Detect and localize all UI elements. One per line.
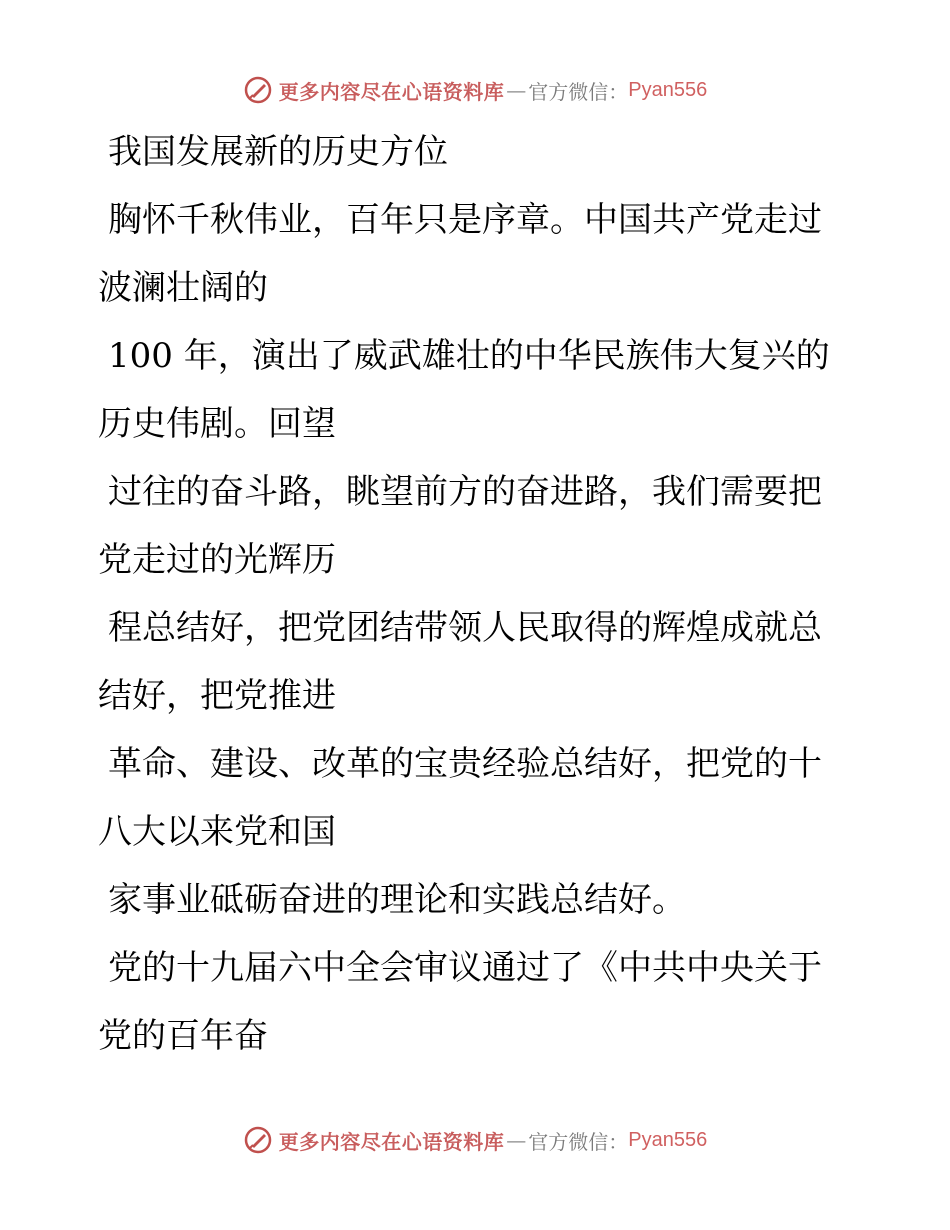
paragraph-line: 结好，把党推进 bbox=[98, 676, 336, 716]
paragraph-line: 党的十九届六中全会审议通过了《中共中央关于 bbox=[108, 948, 822, 988]
paragraph-line: 波澜壮阔的 bbox=[98, 268, 268, 308]
watermark-official-label: 官方微信： bbox=[528, 79, 629, 104]
paragraph-line: 历史伟剧。回望 bbox=[98, 404, 336, 444]
watermark-dash: — bbox=[506, 78, 527, 102]
paragraph-line: 党的百年奋 bbox=[98, 1016, 268, 1056]
paragraph-line: 程总结好，把党团结带领人民取得的辉煌成就总 bbox=[108, 608, 822, 648]
paragraph-line: 八大以来党和国 bbox=[98, 812, 336, 852]
paragraph-5 bbox=[98, 730, 838, 866]
paragraph-1 bbox=[98, 186, 838, 322]
paragraph-line: 过往的奋斗路，眺望前方的奋进路，我们需要把 bbox=[108, 472, 822, 512]
watermark-wechat-id: Pyan556 bbox=[628, 78, 708, 101]
watermark-text: 更多内容尽在心语资料库 bbox=[278, 1129, 505, 1154]
header-watermark bbox=[0, 70, 950, 110]
quill-logo-icon bbox=[243, 1125, 273, 1155]
paragraph-line: 家事业砥砺奋进的理论和实践总结好。 bbox=[108, 880, 686, 920]
document-title: 我国发展新的历史方位 bbox=[108, 132, 448, 172]
paragraph-3 bbox=[98, 458, 838, 594]
watermark-wechat-id: Pyan556 bbox=[628, 1128, 708, 1151]
paragraph-4 bbox=[98, 594, 838, 730]
footer-watermark bbox=[0, 1120, 950, 1160]
document-body bbox=[98, 118, 838, 1070]
paragraph-line: 胸怀千秋伟业，百年只是序章。中国共产党走过 bbox=[108, 200, 822, 240]
watermark-dash: — bbox=[506, 1128, 527, 1152]
paragraph-line: 革命、建设、改革的宝贵经验总结好，把党的十 bbox=[108, 744, 822, 784]
watermark-official-label: 官方微信： bbox=[528, 1129, 629, 1154]
paragraph-line: 100 年，演出了威武雄壮的中华民族伟大复兴的 bbox=[108, 336, 830, 376]
quill-logo-icon bbox=[243, 75, 273, 105]
paragraph-7 bbox=[98, 934, 838, 1070]
watermark-text: 更多内容尽在心语资料库 bbox=[278, 79, 505, 104]
paragraph-line: 党走过的光辉历 bbox=[98, 540, 336, 580]
paragraph-6 bbox=[98, 866, 838, 934]
paragraph-2 bbox=[98, 322, 838, 458]
